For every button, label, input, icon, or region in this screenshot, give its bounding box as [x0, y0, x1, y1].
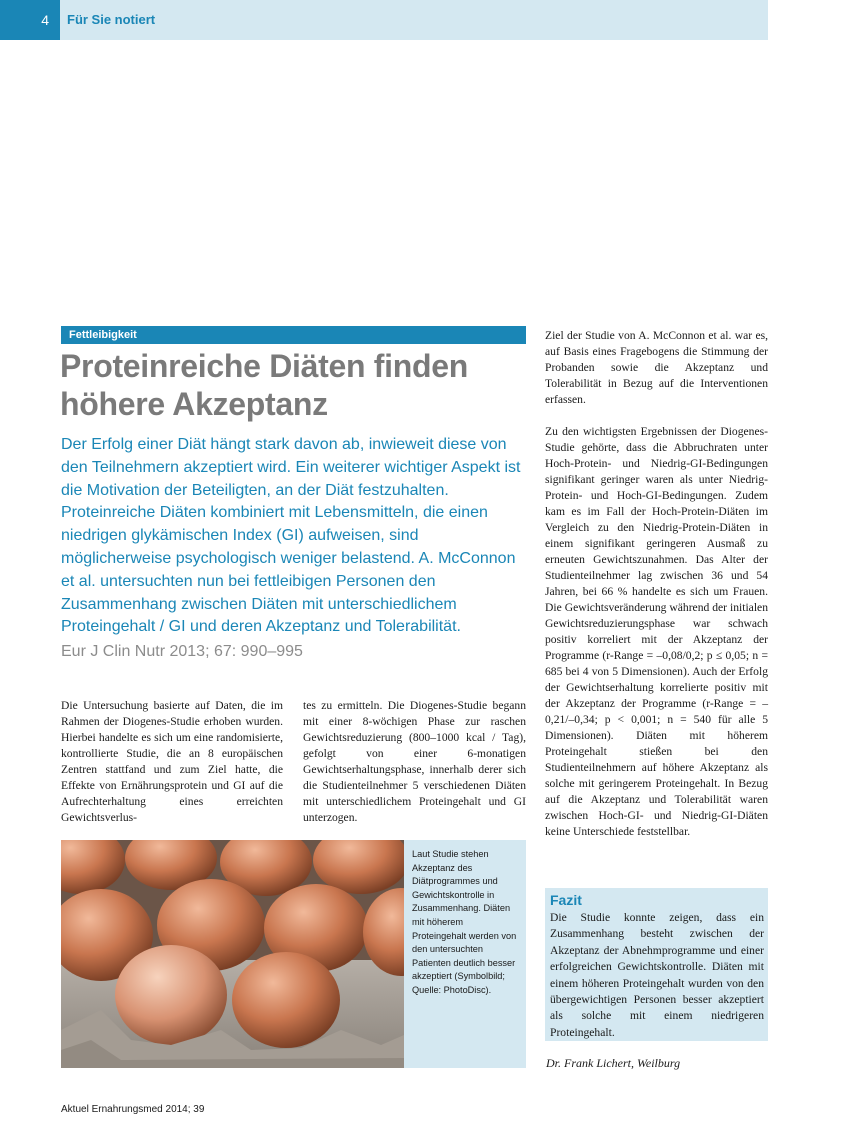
article-citation: Eur J Clin Nutr 2013; 67: 990–995 [61, 643, 303, 660]
article-headline: Proteinreiche Diäten finden höhere Akzeptanz [60, 348, 468, 422]
body-column-1: Die Untersuchung basierte auf Daten, die im Rahmen der Diogenes-Studie erhoben wurden. Hierbei handelte es sich um eine randomisierte, kontrollierte Studie, die an 8 europäischen Zentren stattfand und zum Ziel hatte, die Effekte von Ernährungsprotein und GI auf die Aufrechterhaltung eines erreichten Gewichtsverlus- [61, 699, 283, 824]
figure-caption-box [404, 840, 526, 1068]
footer-citation: Aktuel Ernahrungsmed 2014; 39 [61, 1104, 205, 1115]
article-lead: Der Erfolg einer Diät hängt stark davon ab, inwieweit diese von den Teilnehmern akzeptiert wird. Ein weiterer wichtiger Aspekt ist die Motivation der Beteiligten, an der Diät festzuhalten. Proteinreiche Diäten kombiniert mit Lebensmitteln, die einen niedrigen glykämischen Index (GI) aufweisen, sind möglicherweise psychologisch weniger belastend. A. McConnon et al. untersuchten nun bei fettleibigen Personen den Zusammenhang zwischen Diäten mit unterschiedlichem Proteingehalt / GI und deren Akzeptanz und Tolerabilität. [61, 436, 521, 636]
topic-label: Fettleibigkeit [61, 326, 526, 344]
eggs-illustration [61, 840, 404, 1068]
author: Dr. Frank Lichert, Weilburg [546, 1056, 681, 1070]
eggs-photo [61, 840, 404, 1068]
body-column-3-intro: Ziel der Studie von A. McConnon et al. war es, auf Basis eines Fragebogens die Stimmung der Probanden sowie die Akzeptanz und Tolerabilität in Bezug auf die Interventionen erfassen. [545, 329, 768, 406]
section-title: Für Sie notiert [67, 12, 156, 27]
fazit-box [545, 888, 768, 1041]
page-number: 4 [0, 0, 60, 40]
fazit-text: Die Studie konnte zeigen, dass ein Zusammenhang besteht zwischen der Akzeptanz der Abnehmprogramme und einer erfolgreichen Gewichtskontrolle. Diäten mit einem höheren Proteingehalt wurden von den übergewichtigen Personen besser akzeptiert als solche mit einem niedrigeren Proteingehalt. [550, 911, 764, 1039]
body-column-2: tes zu ermitteln. Die Diogenes-Studie begann mit einer 8-wöchigen Phase zur raschen Gewichtsreduzierung (800–1000 kcal / Tag), gefolgt von einer 6-monatigen Gewichtserhaltungsphase, innerhalb derer sich die Studienteilnehmer 5 verschiedenen Diäten mit unterschiedlichem Proteingehalt und GI unterzogen. [303, 699, 526, 824]
body-column-3-results: Zu den wichtigsten Ergebnissen der Diogenes-Studie gehörte, dass die Abbruchraten unter Hoch-Protein- und Niedrig-GI-Bedingungen signifikant geringer waren als unter Niedrig-Protein- und Hoch-GI-Bedingungen. Zudem kam es im Fall der Hoch-Protein-Diäten im Vergleich zu den Niedrig-Protein-Diäten in einem signifikant geringeren Ausmaß zu erneuten Gewichtszunahmen. Das Alter der Studienteilnehmer lag zwischen 36 und 54 Jahren, bei 66 % handelte es sich um Frauen. Die Gewichtsveränderung während der initialen Gewichtsreduzierungsphase war schwach positiv korreliert mit der Akzeptanz der Programme (r-Range = –0,08/0,2; p ≤ 0,05; n = 685 bei 4 von 5 Dimensionen). Auch der Erfolg der Gewichtserhaltung korrelierte positiv mit der Akzeptanz der Programme (r-Range = –0,21/–0,34; p < 0,001; n = 540 für alle 5 Dimensionen). Diäten mit höherem Proteingehalt stießen bei den Studienteilnehmern auf höhere Akzeptanz als solche mit geringerem Proteingehalt. In Bezug auf die Akzeptanz und Tolerabilität waren zwischen Hoch-GI- und Niedrig-GI-Diäten keine Unterschiede feststellbar. [545, 425, 768, 838]
fazit-title: Fazit [550, 892, 582, 908]
figure-caption: Laut Studie stehen Akzeptanz des Diätprogrammes und Gewichtskontrolle in Zusammenhang. Diäten mit höherem Proteingehalt werden von den untersuchten Patienten deutlich besser akzeptiert (Symbolbild; Quelle: PhotoDisc). [412, 849, 517, 995]
